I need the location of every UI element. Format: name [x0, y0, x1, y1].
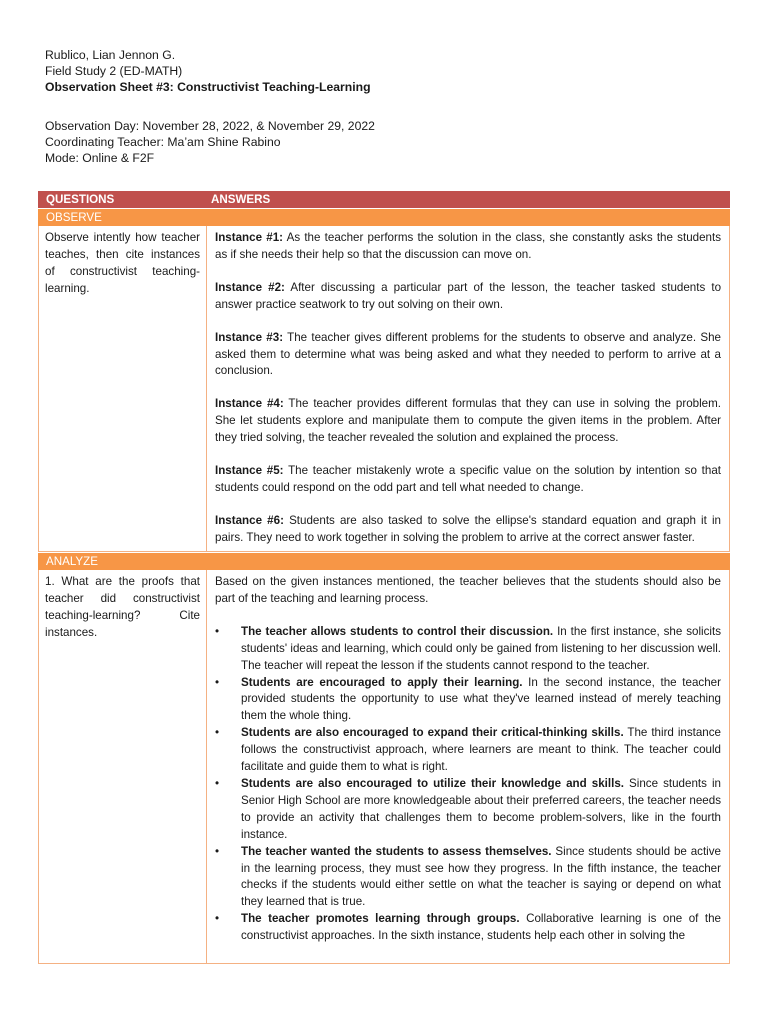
- bullet-heading: Students are also encouraged to utilize their knowledge and skills.: [241, 776, 624, 790]
- list-item: [215, 624, 721, 675]
- instance-text: After discussing a particular part of the lesson, the teacher tasked students to answer practice seatwork to try out solving on their own.: [215, 280, 722, 311]
- questions-column-header: QUESTIONS: [46, 193, 115, 206]
- answers-column-header: ANSWERS: [211, 193, 271, 206]
- observation-meta: [45, 118, 375, 166]
- bullet-heading: Students are also encouraged to expand their critical-thinking skills.: [241, 726, 624, 740]
- table-header-row: [38, 191, 730, 208]
- list-item: [215, 911, 721, 945]
- instance-label: Instance #3:: [215, 330, 284, 344]
- bullet-icon: •: [215, 726, 220, 740]
- instance-label: Instance #5:: [215, 464, 284, 478]
- observation-day: Observation Day: November 28, 2022, & November 29, 2022: [45, 119, 375, 133]
- list-item: [215, 675, 721, 726]
- observe-question: Observe intently how teacher teaches, then cite instances of constructivist teaching-learning.: [39, 226, 207, 551]
- proof-list: [215, 624, 721, 945]
- bullet-icon: •: [215, 624, 220, 638]
- instance-paragraph: [215, 330, 721, 381]
- analyze-question: 1. What are the proofs that teacher did constructivist teaching-learning? Cite instances.: [39, 570, 207, 963]
- analyze-intro: Based on the given instances mentioned, the teacher believes that the students should also be part of the teaching and learning process.: [215, 575, 721, 605]
- instance-paragraph: [215, 513, 721, 547]
- list-item: [215, 844, 721, 912]
- bullet-text: In the second instance, the teacher provided students the opportunity to use what they've learned instead of merely teaching them the whole thing.: [241, 675, 721, 723]
- instance-paragraph: [215, 280, 721, 314]
- coordinating-teacher: Coordinating Teacher: Ma’am Shine Rabino: [45, 135, 281, 149]
- instance-text: Students are also tasked to solve the ellipse's standard equation and graph it in pairs. They need to work together in solving the problem to arrive at the correct answer faster.: [215, 513, 721, 544]
- document-header: [45, 47, 371, 95]
- student-name: Rublico, Lian Jennon G.: [45, 48, 176, 62]
- mode: Mode: Online & F2F: [45, 151, 155, 165]
- list-item: [215, 725, 721, 776]
- bullet-text: Since students in Senior High School are more knowledgeable about their preferred careers, the teacher needs to provide an activity that challenges them to become problem-solvers, like in the fourth instance.: [241, 776, 721, 841]
- table-row-observe: [38, 226, 730, 552]
- instance-label: Instance #2:: [215, 280, 285, 294]
- section-analyze: ANALYZE: [38, 552, 730, 570]
- instance-paragraph: [215, 230, 721, 264]
- bullet-heading: The teacher allows students to control their discussion.: [241, 624, 554, 638]
- bullet-icon: •: [215, 844, 220, 858]
- course-name: Field Study 2 (ED-MATH): [45, 64, 183, 78]
- document-title: Observation Sheet #3: Constructivist Teaching-Learning: [45, 80, 371, 94]
- instance-label: Instance #4:: [215, 397, 284, 411]
- bullet-icon: •: [215, 912, 220, 926]
- instance-label: Instance #1:: [215, 231, 284, 244]
- instance-label: Instance #6:: [215, 513, 284, 527]
- bullet-text: In the first instance, she solicits students' ideas and learning, which could only be gained from listening to her discussion well. The teacher will repeat the lesson if the students cannot respond to the teacher.: [241, 624, 721, 672]
- bullet-heading: The teacher wanted the students to assess themselves.: [241, 844, 552, 858]
- bullet-icon: •: [215, 776, 220, 790]
- instance-paragraph: [215, 463, 721, 497]
- instance-text: The teacher provides different formulas that they can use in solving the problem. She let students explore and manipulate them to compute the given items in the problem. After they tried solving, the teacher revealed the solution and explained the process.: [215, 397, 722, 445]
- bullet-icon: •: [215, 675, 220, 689]
- instance-text: The teacher mistakenly wrote a specific value on the solution by intention so that students could respond on the odd part and tell what needed to change.: [215, 464, 722, 494]
- analyze-answers: [207, 570, 729, 963]
- observe-answers: [207, 226, 729, 551]
- bullet-heading: The teacher promotes learning through groups.: [241, 912, 520, 926]
- list-item: [215, 776, 721, 844]
- observation-table: [38, 191, 730, 964]
- bullet-text: Collaborative learning is one of the constructivist approaches. In the sixth instance, students help each other in solving the: [241, 912, 721, 943]
- section-observe: OBSERVE: [38, 208, 730, 226]
- instance-paragraph: [215, 396, 721, 447]
- instance-text: The teacher gives different problems for the students to observe and analyze. She asked them to determine what was being asked and what they needed to perform to arrive at a conclusion.: [215, 330, 722, 378]
- table-row-analyze: [38, 570, 730, 964]
- bullet-heading: Students are encouraged to apply their learning.: [241, 675, 523, 689]
- bullet-text: Since students should be active in the learning process, they must see how they progress. In the fifth instance, the teacher checks if the students would either settle on what the teacher is saying or depend on what they learned that is true.: [241, 844, 722, 909]
- instance-text: As the teacher performs the solution in the class, she constantly asks the students as if she needs their help so that the discussion can move on.: [215, 231, 722, 261]
- bullet-text: The third instance follows the constructivist approach, where learners are meant to think. The teacher could facilitate and guide them to what is right.: [241, 726, 722, 774]
